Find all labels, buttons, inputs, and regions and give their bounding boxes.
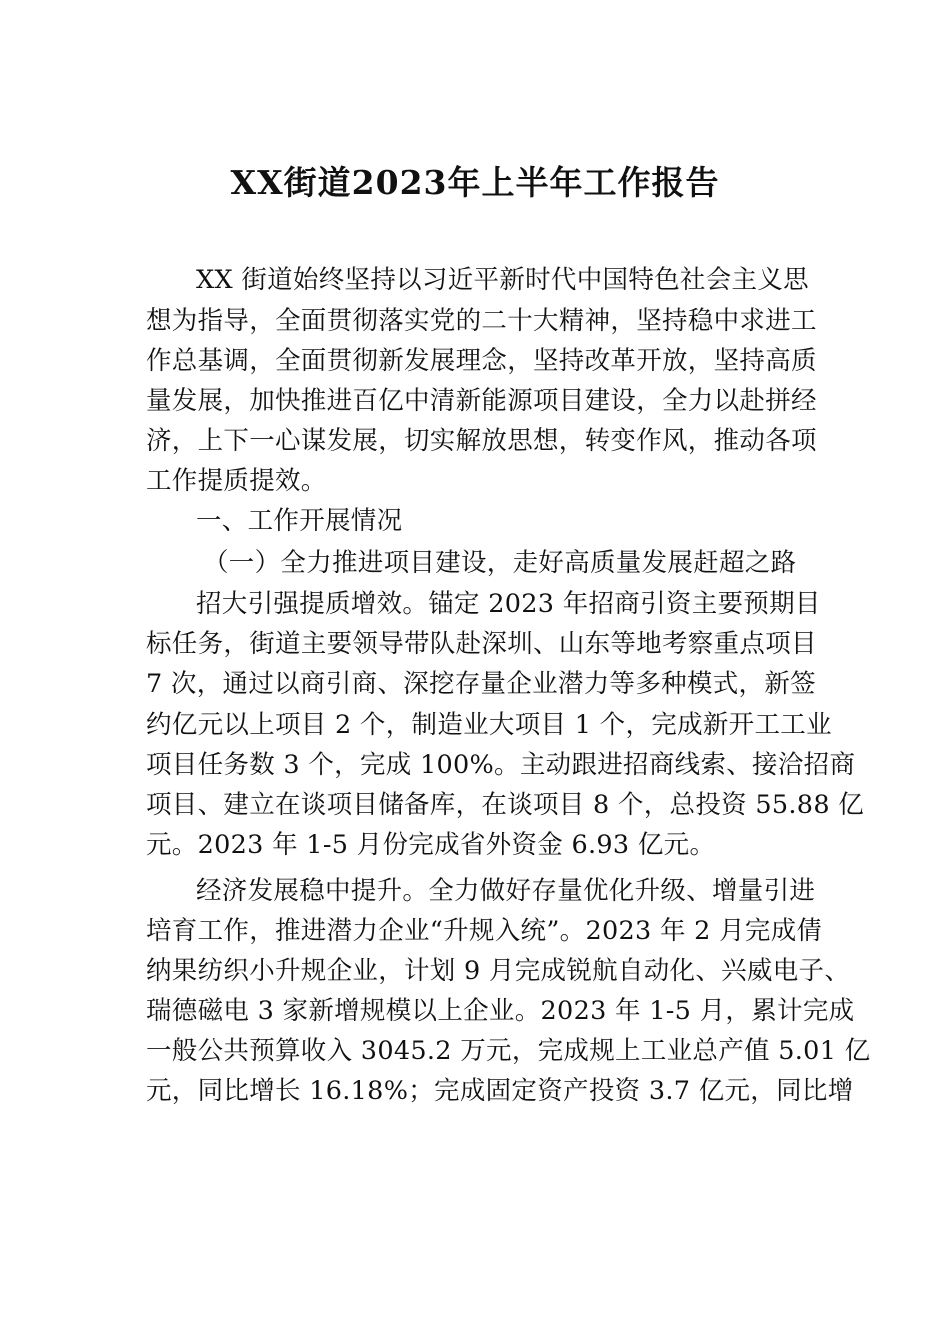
paragraph-line: 作总基调，全面贯彻新发展理念，坚持改革开放，坚持高质 [146,346,817,376]
paragraph-line: 经济发展稳中提升。全力做好存量优化升级、增量引进 [196,876,816,906]
paragraph-line: 一般公共预算收入 3045.2 万元，完成规上工业总产值 5.01 亿 [146,1036,871,1066]
paragraph-line: 标任务，街道主要领导带队赴深圳、山东等地考察重点项目 [146,629,817,659]
paragraph-line: 纳果纺织小升规企业，计划 9 月完成锐航自动化、兴威电子、 [146,956,851,986]
paragraph-line: XX 街道始终坚持以习近平新时代中国特色社会主义思 [196,265,809,295]
subsection-heading: （一）全力推进项目建设，走好高质量发展赶超之路 [203,548,797,578]
paragraph-line: 招大引强提质增效。锚定 2023 年招商引资主要预期目 [196,589,821,619]
paragraph-line: 量发展，加快推进百亿中清新能源项目建设，全力以赴拼经 [146,386,817,416]
paragraph-line: 元，同比增长 16.18%；完成固定资产投资 3.7 亿元，同比增 [146,1076,854,1106]
paragraph-line: 约亿元以上项目 2 个，制造业大项目 1 个，完成新开工工业 [146,710,832,740]
section-heading: 一、工作开展情况 [196,506,403,536]
paragraph-line: 想为指导，全面贯彻落实党的二十大精神，坚持稳中求进工 [146,306,817,336]
paragraph-line: 项目、建立在谈项目储备库，在谈项目 8 个，总投资 55.88 亿 [146,790,865,820]
document-title: XX街道2023年上半年工作报告 [230,163,720,202]
paragraph-line: 培育工作，推进潜力企业“升规入统”。2023 年 2 月完成倩 [146,916,823,946]
paragraph-line: 济，上下一心谋发展，切实解放思想，转变作风，推动各项 [146,426,817,456]
paragraph-line: 工作提质提效。 [146,466,327,496]
paragraph-line: 7 次，通过以商引商、深挖存量企业潜力等多种模式，新签 [146,669,816,699]
paragraph-line: 瑞德磁电 3 家新增规模以上企业。2023 年 1-5 月，累计完成 [146,996,855,1026]
paragraph-line: 元。2023 年 1-5 月份完成省外资金 6.93 亿元。 [146,830,716,860]
paragraph-line: 项目任务数 3 个，完成 100%。主动跟进招商线索、接洽招商 [146,750,856,780]
